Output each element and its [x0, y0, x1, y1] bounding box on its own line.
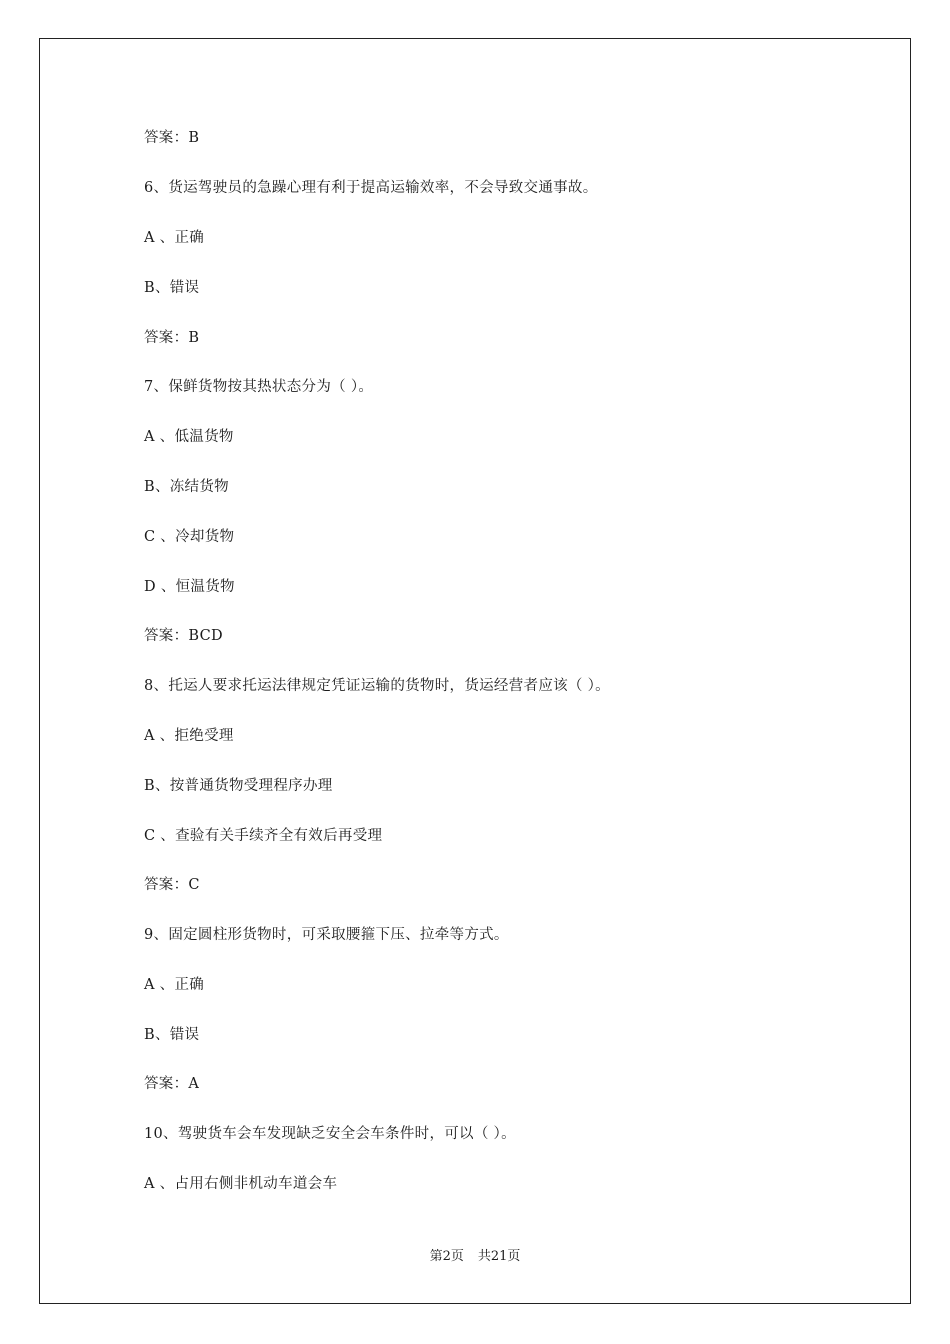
question-line: 10、驾驶货车会车发现缺乏安全会车条件时，可以（ ）。 [144, 1126, 516, 1142]
option-line: B、错误 [144, 1027, 200, 1043]
question-line: 8、托运人要求托运法律规定凭证运输的货物时，货运经营者应该（ ）。 [144, 678, 610, 694]
option-line: B、冻结货物 [144, 479, 229, 495]
question-line: 9、固定圆柱形货物时，可采取腰箍下压、拉牵等方式。 [144, 927, 509, 943]
page-number: 第2页 [429, 1249, 464, 1264]
option-line: B、按普通货物受理程序办理 [144, 778, 333, 794]
answer-line: 答案：C [144, 877, 200, 893]
option-line: D 、恒温货物 [144, 579, 235, 595]
question-line: 6、货运驾驶员的急躁心理有利于提高运输效率，不会导致交通事故。 [144, 180, 598, 196]
answer-line: 答案：A [144, 1076, 200, 1092]
answer-line: 答案：B [144, 330, 200, 346]
option-line: A 、正确 [144, 230, 205, 246]
option-line: A 、正确 [144, 977, 205, 993]
option-line: C 、冷却货物 [144, 529, 235, 545]
answer-line: 答案：BCD [144, 628, 223, 644]
option-line: A 、低温货物 [144, 429, 234, 445]
option-line: A 、拒绝受理 [144, 728, 234, 744]
question-line: 7、保鲜货物按其热状态分为（ ）。 [144, 379, 374, 395]
page-footer [0, 1248, 950, 1266]
answer-line: 答案：B [144, 130, 200, 146]
option-line: B、错误 [144, 280, 200, 296]
option-line: A 、占用右侧非机动车道会车 [144, 1176, 338, 1192]
option-line: C 、查验有关手续齐全有效后再受理 [144, 828, 383, 844]
page-total: 共21页 [477, 1249, 521, 1264]
